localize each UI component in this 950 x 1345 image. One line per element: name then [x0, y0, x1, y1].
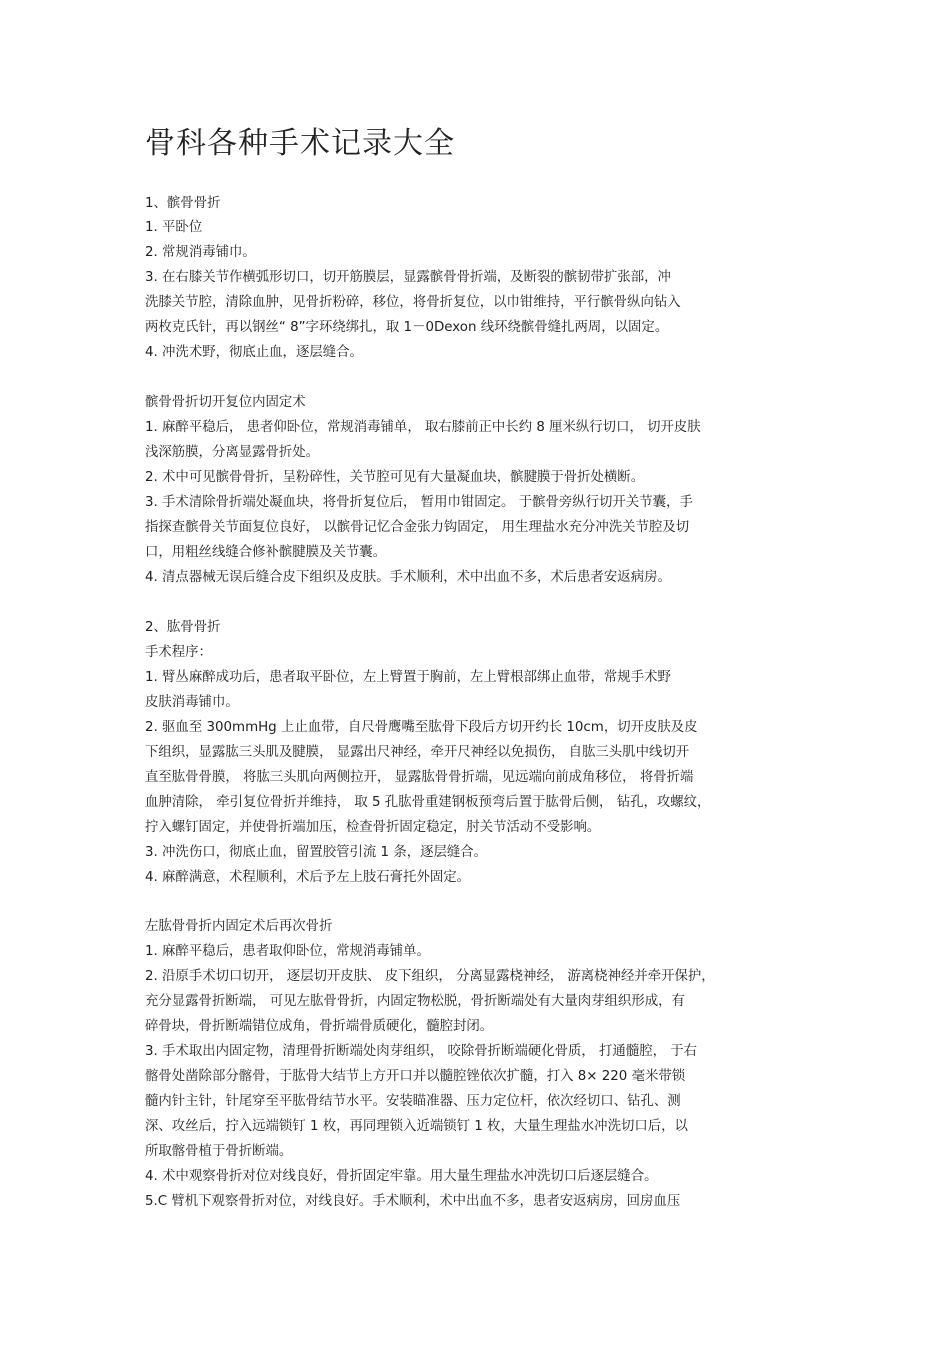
text-line: 3. 手术清除骨折端处凝血块，将骨折复位后， 暂用巾钳固定。 于髌骨旁纵行切开关节囊，手 — [145, 495, 693, 510]
text-line: 5.C 臂机下观察骨折对位，对线良好。手术顺利，术中出血不多，患者安返病房，回房血压 — [145, 1194, 681, 1209]
text-line: 2. 常规消毒铺巾。 — [145, 245, 256, 260]
page-title: 骨科各种手术记录大全 — [145, 126, 455, 161]
section-heading: 2、肱骨骨折 — [145, 620, 221, 635]
text-line: 1. 麻醉平稳后，患者取仰卧位，常规消毒铺单。 — [145, 944, 430, 959]
text-line: 髂骨处凿除部分髂骨，于肱骨大结节上方开口并以髓腔锉依次扩髓，打入 8× 220 毫米带锁 — [145, 1069, 686, 1084]
text-line: 皮肤消毒铺巾。 — [145, 695, 239, 710]
section-heading: 左肱骨骨折内固定术后再次骨折 — [145, 919, 333, 934]
text-line: 1. 臂丛麻醉成功后，患者取平卧位，左上臂置于胸前，左上臂根部绑止血带，常规手术野 — [145, 670, 671, 685]
text-line: 2. 驱血至 300mmHg 上止血带，自尺骨鹰嘴至肱骨下段后方切开约长 10cm，切开皮肤及皮 — [145, 720, 698, 735]
section-heading: 髌骨骨折切开复位内固定术 — [145, 395, 306, 410]
text-line: 血肿清除， 牵引复位骨折并维持， 取 5 孔肱骨重建钢板预弯后置于肱骨后侧， 钻孔，攻螺纹， — [145, 795, 711, 810]
text-line: 拧入螺钉固定，并使骨折端加压，检查骨折固定稳定，肘关节活动不受影响。 — [145, 820, 601, 835]
text-line: 2. 沿原手术切口切开， 逐层切开皮肤、 皮下组织， 分离显露桡神经， 游离桡神经并牵开保护， — [145, 969, 715, 984]
text-line: 1. 平卧位 — [145, 220, 203, 235]
text-line: 3. 手术取出内固定物，清理骨折断端处肉芽组织， 咬除骨折断端硬化骨质， 打通髓腔， 于右 — [145, 1044, 698, 1059]
text-line: 3. 在右膝关节作横弧形切口，切开筋膜层，显露髌骨骨折端，及断裂的髌韧带扩张部，冲 — [145, 270, 671, 285]
text-line: 手术程序： — [145, 645, 212, 660]
text-line: 洗膝关节腔，清除血肿，见骨折粉碎，移位，将骨折复位，以巾钳维持，平行髌骨纵向钻入 — [145, 295, 681, 310]
text-line: 两枚克氏针，再以钢丝“ 8”字环绕绑扎，取 1－0Dexon 线环绕髌骨缝扎两周，以固定。 — [145, 320, 669, 335]
text-line: 充分显露骨折断端， 可见左肱骨骨折，内固定物松脱，骨折断端处有大量肉芽组织形成，有 — [145, 994, 685, 1009]
text-line: 浅深筋膜，分离显露骨折处。 — [145, 445, 320, 460]
text-line: 1. 麻醉平稳后， 患者仰卧位，常规消毒铺单， 取右膝前正中长约 8 厘米纵行切口， 切开皮肤 — [145, 420, 701, 435]
section-heading: 1、髌骨骨折 — [145, 196, 221, 211]
text-line: 碎骨块，骨折断端错位成角，骨折端骨质硬化，髓腔封闭。 — [145, 1019, 494, 1034]
text-line: 指探查髌骨关节面复位良好， 以髌骨记忆合金张力钩固定， 用生理盐水充分冲洗关节腔及切 — [145, 520, 690, 535]
text-line: 3. 冲洗伤口，彻底止血，留置胶管引流 1 条，逐层缝合。 — [145, 845, 488, 860]
text-line: 4. 清点器械无误后缝合皮下组织及皮肤。手术顺利，术中出血不多，术后患者安返病房。 — [145, 570, 671, 585]
text-line: 4. 术中观察骨折对位对线良好，骨折固定牢靠。用大量生理盐水冲洗切口后逐层缝合。 — [145, 1169, 658, 1184]
text-line: 所取髂骨植于骨折断端。 — [145, 1144, 293, 1159]
text-line: 4. 冲洗术野，彻底止血，逐层缝合。 — [145, 345, 363, 360]
text-line: 2. 术中可见髌骨骨折，呈粉碎性，关节腔可见有大量凝血块，髌腱膜于骨折处横断。 — [145, 470, 645, 485]
text-line: 口，用粗丝线缝合修补髌腱膜及关节囊。 — [145, 545, 387, 560]
text-line: 髓内针主针，针尾穿至平肱骨结节水平。安装瞄准器、压力定位杆，依次经切口、钻孔、测 — [145, 1094, 681, 1109]
text-line: 直至肱骨骨膜， 将肱三头肌向两侧拉开， 显露肱骨骨折端，见远端向前成角移位， 将骨折端 — [145, 770, 694, 785]
text-line: 下组织，显露肱三头肌及腱膜， 显露出尺神经，牵开尺神经以免损伤， 自肱三头肌中线切开 — [145, 745, 690, 760]
text-line: 深、攻丝后，拧入远端锁钉 1 枚，再同理锁入近端锁钉 1 枚，大量生理盐水冲洗切口后，以 — [145, 1119, 688, 1134]
text-line: 4. 麻醉满意，术程顺利，术后予左上肢石膏托外固定。 — [145, 870, 471, 885]
